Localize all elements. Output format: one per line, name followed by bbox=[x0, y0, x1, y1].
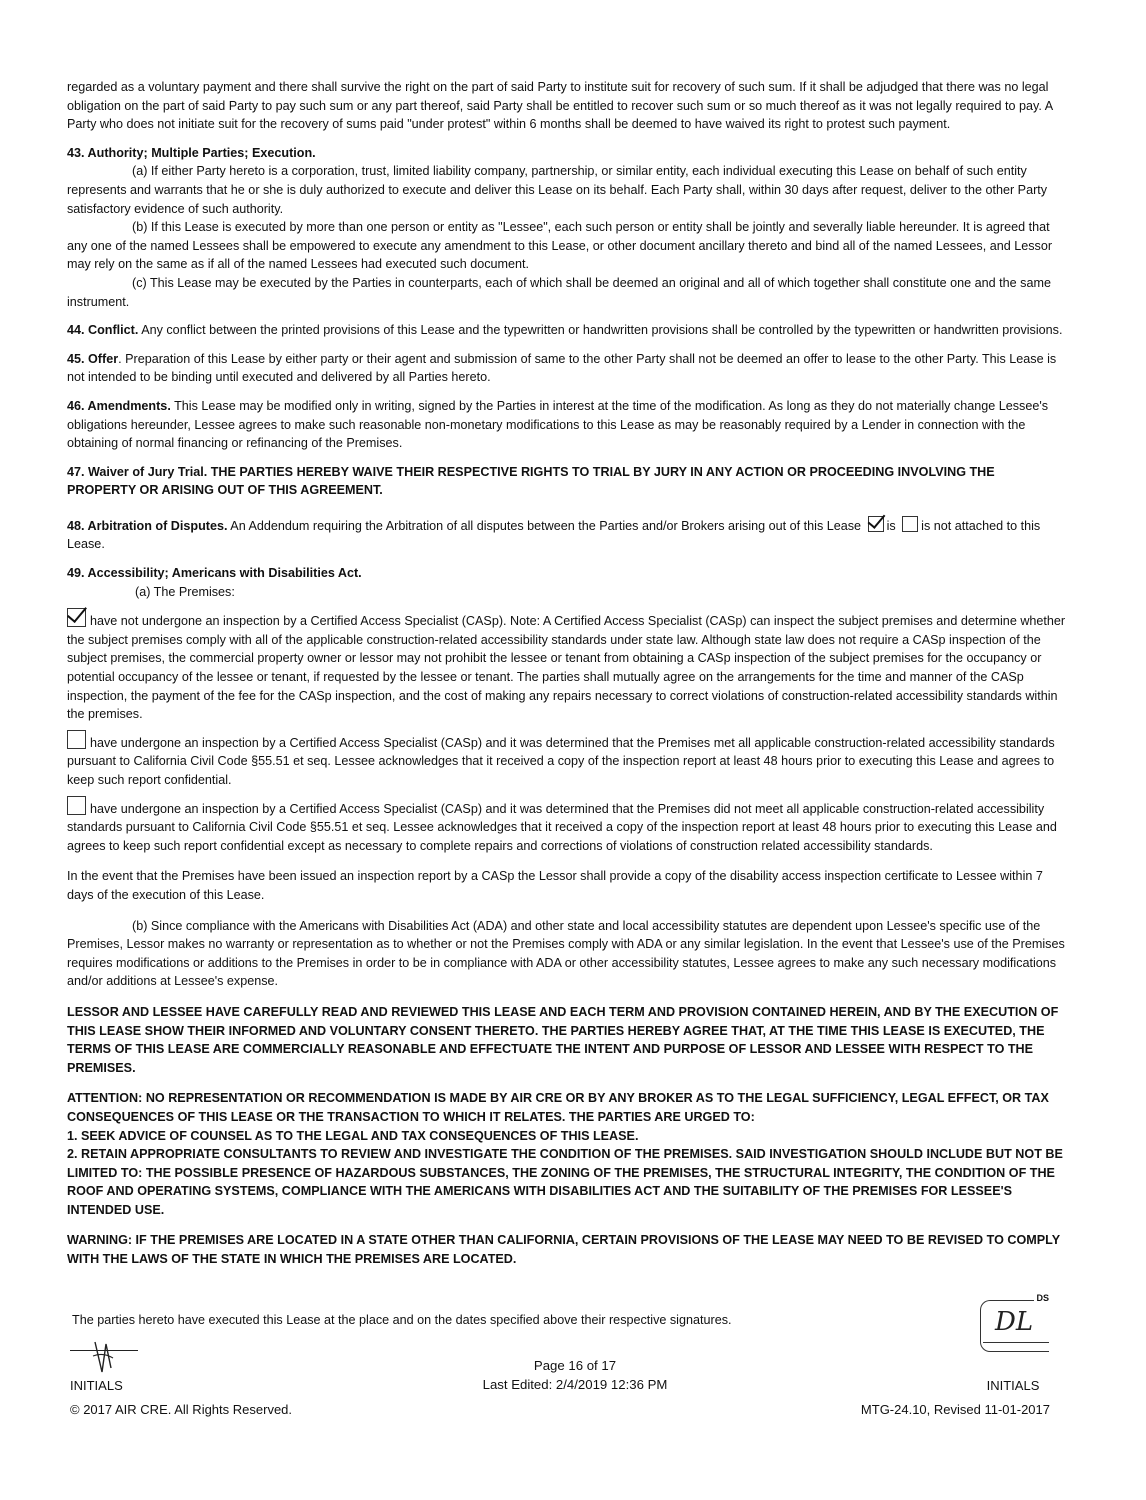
section-47-heading: 47. Waiver of Jury Trial. bbox=[67, 464, 208, 479]
section-48-heading: 48. Arbitration of Disputes. bbox=[67, 518, 228, 533]
page-info bbox=[420, 1356, 730, 1394]
casp-not-inspected-checkbox[interactable] bbox=[67, 608, 86, 627]
casp-option-3-text: have undergone an inspection by a Certified Access Specialist (CASp) and it was determined that the Premises did not meet all applicable construction-related accessibility standards pursuant to California Civil Code §55.51 et seq. Lessee acknowledges that it received a copy of the inspection report at least 48 hours prior to executing this Lease and agrees to keep such report confidential except as necessary to complete repairs and corrections of violations of construction related accessibility standards. bbox=[67, 801, 1057, 853]
docusign-underline bbox=[983, 1342, 1049, 1343]
section-44-text: Any conflict between the printed provisions of this Lease and the typewritten or handwritten provisions shall be controlled by the typewritten or handwritten provisions. bbox=[141, 323, 1063, 338]
form-identifier: MTG-24.10, Revised 11-01-2017 bbox=[860, 1402, 1050, 1417]
section-47 bbox=[67, 463, 1067, 500]
lessor-initials-block bbox=[70, 1350, 140, 1378]
section-49a-label: (a) The Premises: bbox=[135, 584, 235, 599]
section-43b: (b) If this Lease is executed by more than one person or entity as "Lessee", each such person or entity shall be jointly and severally liable hereunder. It is agreed that any one of the named Lessees shall be empowered to execute any amendment to this Lease, or other document ancillary thereto and bind all of the named Lessees, and Lessor may rely on the same as if all of the named Lessees had executed such document. bbox=[67, 220, 1053, 272]
casp-met-checkbox[interactable] bbox=[67, 730, 86, 749]
section-46-heading: 46. Amendments. bbox=[67, 398, 171, 413]
warning-notice: WARNING: IF THE PREMISES ARE LOCATED IN A STATE OTHER THAN CALIFORNIA, CERTAIN PROVISIONS OF THE LEASE MAY NEED TO BE REVISED TO COMPLY WITH THE LAWS OF THE STATE IN WHICH THE PREMISES ARE LOCATED. bbox=[67, 1233, 1060, 1267]
section-43a: (a) If either Party hereto is a corporation, trust, limited liability company, partnership, or similar entity, each individual executing this Lease on behalf of such entity represents and warrants that he or she is duly authorized to execute and deliver this Lease on its behalf. Each Party shall, within 30 days after request, deliver to the other Party satisfactory evidence of such authority. bbox=[67, 164, 1048, 216]
section-45 bbox=[67, 350, 1067, 387]
docusign-label: DS bbox=[1036, 1293, 1049, 1303]
document-body bbox=[67, 78, 1067, 1279]
arbitration-is-checkbox[interactable] bbox=[868, 516, 884, 532]
lessee-initials-block bbox=[976, 1293, 1050, 1393]
attention-item-1: 1. SEEK ADVICE OF COUNSEL AS TO THE LEGAL AND TAX CONSEQUENCES OF THIS LEASE. bbox=[67, 1128, 639, 1143]
last-edited: Last Edited: 2/4/2019 12:36 PM bbox=[482, 1377, 668, 1392]
copyright: © 2017 AIR CRE. All Rights Reserved. bbox=[70, 1402, 293, 1417]
arbitration-is-not-label: is not bbox=[921, 518, 952, 533]
section-47-text: THE PARTIES HEREBY WAIVE THEIR RESPECTIVE RIGHTS TO TRIAL BY JURY IN ANY ACTION OR PROCEEDING INVOLVING THE PROPERTY OR ARISING OUT OF THIS AGREEMENT. bbox=[67, 464, 995, 498]
casp-option-1-text: have not undergone an inspection by a Certified Access Specialist (CASp). Note: A Certified Access Specialist (CASp) can inspect the subject premises and determine whether the subject premises comply with all of the applicable construction-related accessibility standards under state law. Although state law does not require a CASp inspection of the subject premises, the commercial property owner or lessor may not prohibit the lessee or tenant from obtaining a CASp inspection of the subject premises for the occupancy or potential occupancy of the lessee or tenant, if requested by the lessee or tenant. The parties shall mutually agree on the arrangements for the time and manner of the CASp inspection, the payment of the fee for the CASp inspection, and the cost of making any repairs necessary to correct violations of construction-related accessibility standards within the premises. bbox=[67, 614, 1066, 722]
attention-notice: ATTENTION: NO REPRESENTATION OR RECOMMENDATION IS MADE BY AIR CRE OR BY ANY BROKER AS TO THE LEGAL SUFFICIENCY, LEGAL EFFECT, OR TAX CONSEQUENCES OF THIS LEASE OR THE TRANSACTION TO WHICH IT RELATES. THE PARTIES ARE URGED TO: bbox=[67, 1091, 1049, 1124]
section-46 bbox=[67, 397, 1067, 453]
section-49-heading: 49. Accessibility; Americans with Disabilities Act. bbox=[67, 566, 362, 581]
arbitration-is-not-checkbox[interactable] bbox=[902, 516, 918, 532]
section-43-heading: 43. Authority; Multiple Parties; Execution. bbox=[67, 145, 316, 160]
section-45-heading: 45. Offer bbox=[67, 351, 119, 366]
handwritten-initials-mark bbox=[92, 1338, 114, 1376]
casp-option-2-text: have undergone an inspection by a Certified Access Specialist (CASp) and it was determined that the Premises met all applicable construction-related accessibility standards pursuant to California Civil Code §55.51 et seq. Lessee acknowledges that it received a copy of the inspection report at least 48 hours prior to executing this Lease and agrees to keep such report confidential. bbox=[67, 735, 1055, 787]
intro-paragraph: regarded as a voluntary payment and there shall survive the right on the part of said Party to institute suit for recovery of such sum. If it shall be adjudged that there was no legal obligation on the part of said Party to pay such sum or any part thereof, said Party shall be entitled to recover such sum or so much thereof as it was not legally required to pay. A Party who does not initiate suit for the recovery of sums paid "under protest" within 6 months shall be deemed to have waived its right to protest such payment. bbox=[67, 80, 1053, 132]
initials-left-label: INITIALS bbox=[70, 1378, 123, 1393]
docusign-initials-box bbox=[980, 1293, 1049, 1352]
initials-right-label: INITIALS bbox=[986, 1378, 1040, 1393]
section-48-text: An Addendum requiring the Arbitration of all disputes between the Parties and/or Brokers arising out of this Lease bbox=[230, 518, 862, 533]
casp-event-paragraph: In the event that the Premises have been issued an inspection report by a CASp the Lessor shall provide a copy of the disability access inspection certificate to Lessee within 7 days of the execution of this Lease. bbox=[67, 869, 1043, 902]
section-48 bbox=[67, 516, 1067, 554]
section-44-heading: 44. Conflict. bbox=[67, 323, 139, 338]
page-number: Page 16 of 17 bbox=[533, 1358, 617, 1373]
docusign-initials-signature: DL bbox=[995, 1307, 1034, 1337]
arbitration-is-label: is bbox=[886, 518, 896, 533]
casp-option-not-met bbox=[67, 796, 1067, 856]
casp-option-not-inspected bbox=[67, 608, 1067, 724]
section-43c: (c) This Lease may be executed by the Parties in counterparts, each of which shall be deemed an original and all of which together shall constitute one and the same instrument. bbox=[67, 275, 1051, 309]
casp-not-met-checkbox[interactable] bbox=[67, 796, 86, 815]
attention-item-2: 2. RETAIN APPROPRIATE CONSULTANTS TO REVIEW AND INVESTIGATE THE CONDITION OF THE PREMISES. SAID INVESTIGATION SHOULD INCLUDE BUT NOT BE LIMITED TO: THE POSSIBLE PRESENCE OF HAZARDOUS SUBSTANCES, THE ZONING OF THE PREMISES, THE STRUCTURAL INTEGRITY, THE CONDITION OF THE ROOF AND OPERATING SYSTEMS, COMPLIANCE WITH THE AMERICANS WITH DISABILITIES ACT AND THE SUITABILITY OF THE PREMISES FOR LESSEE'S INTENDED USE. bbox=[67, 1147, 1063, 1217]
section-44 bbox=[67, 321, 1067, 340]
section-49b: (b) Since compliance with the Americans with Disabilities Act (ADA) and other state and local accessibility statutes are dependent upon Lessee's specific use of the Premises, Lessor makes no warranty or representation as to whether or not the Premises comply with ADA or any similar legislation. In the event that Lessee's use of the Premises requires modifications or additions to the Premises in order to be in compliance with ADA or other accessibility statutes, Lessee agrees to make any such necessary modifications and/or additions at Lessee's expense. bbox=[67, 918, 1065, 989]
section-45-text: . Preparation of this Lease by either party or their agent and submission of same to the other Party shall not be deemed an offer to lease to the other Party. This Lease is not intended to be binding until executed and delivered by all Parties hereto. bbox=[67, 351, 1057, 385]
execution-statement: The parties hereto have executed this Lease at the place and on the dates specified above their respective signatures. bbox=[72, 1313, 732, 1327]
section-48-text-after: attached to this Lease. bbox=[67, 518, 1041, 552]
notice-read-reviewed: LESSOR AND LESSEE HAVE CAREFULLY READ AND REVIEWED THIS LEASE AND EACH TERM AND PROVISION CONTAINED HEREIN, AND BY THE EXECUTION OF THIS LEASE SHOW THEIR INFORMED AND VOLUNTARY CONSENT THERETO. THE PARTIES HEREBY AGREE THAT, AT THE TIME THIS LEASE IS EXECUTED, THE TERMS OF THIS LEASE ARE COMMERCIALLY REASONABLE AND EFFECTUATE THE INTENT AND PURPOSE OF LESSOR AND LESSEE WITH RESPECT TO THE PREMISES. bbox=[67, 1004, 1059, 1075]
section-46-text: This Lease may be modified only in writing, signed by the Parties in interest at the time of the modification. As long as they do not materially change Lessee's obligations hereunder, Lessee agrees to make such reasonable non-monetary modifications to this Lease as may be reasonably required by a Lender in connection with the obtaining of normal financing or refinancing of the Premises. bbox=[67, 398, 1049, 451]
casp-option-met bbox=[67, 730, 1067, 790]
